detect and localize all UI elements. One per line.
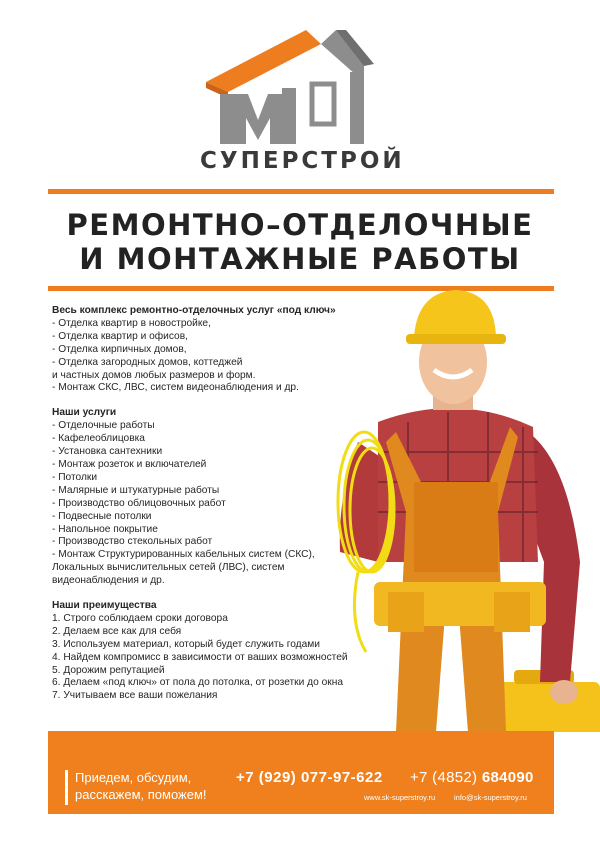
top-divider bbox=[48, 189, 554, 194]
service-item: - Кафелеоблицовка bbox=[52, 433, 145, 445]
services-title: Наши услуги bbox=[52, 407, 117, 419]
service-item: - Отделочные работы bbox=[52, 420, 155, 432]
service-item: - Производство облицовочных работ bbox=[52, 497, 226, 509]
service-item: Локальных вычислительных сетей (ЛВС), систем bbox=[52, 562, 285, 574]
email-link[interactable]: info@sk-superstroy.ru bbox=[454, 793, 527, 802]
service-item: - Установка сантехники bbox=[52, 446, 163, 458]
advantage-item: 3. Используем материал, который будет служить годами bbox=[52, 638, 320, 650]
slogan-accent-bar bbox=[65, 770, 68, 805]
intro-item: - Отделка кирпичных домов, bbox=[52, 343, 187, 355]
advantage-item: 6. Делаем «под ключ» от пола до потолка, от розетки до окна bbox=[52, 677, 344, 689]
slogan-line-2: расскажем, поможем! bbox=[75, 787, 207, 802]
advantages-title: Наши преимущества bbox=[52, 600, 157, 612]
website-link[interactable]: www.sk-superstroy.ru bbox=[364, 793, 436, 802]
phone-landline[interactable] bbox=[410, 769, 534, 786]
advantage-item: 5. Дорожим репутацией bbox=[52, 664, 165, 676]
service-item: - Монтаж Структурированных кабельных систем (СКС), bbox=[52, 549, 315, 561]
service-item: - Потолки bbox=[52, 471, 98, 483]
slogan bbox=[75, 769, 207, 803]
service-item: - Подвесные потолки bbox=[52, 510, 152, 522]
contact-footer bbox=[48, 731, 554, 814]
house-logo-icon bbox=[196, 22, 406, 152]
intro-title: Весь комплекс ремонтно-отделочных услуг «под ключ» bbox=[52, 305, 336, 316]
advantage-item: 7. Учитываем все ваши пожелания bbox=[52, 690, 218, 702]
slogan-line-1: Приедем, обсудим, bbox=[75, 770, 192, 785]
service-item: - Малярные и штукатурные работы bbox=[52, 484, 220, 496]
advantage-item: 4. Найдем компромисс в зависимости от ваших возможностей bbox=[52, 651, 348, 663]
intro-item: - Отделка квартир в новостройке, bbox=[52, 317, 211, 329]
service-item: - Напольное покрытие bbox=[52, 523, 158, 535]
intro-item: и частных домов любых размеров и форм. bbox=[52, 369, 256, 381]
headline-line-1: РЕМОНТНО–ОТДЕЛОЧНЫЕ bbox=[66, 208, 534, 242]
intro-item: - Отделка загородных домов, коттеджей bbox=[52, 356, 243, 368]
phone-mobile[interactable]: +7 (929) 077-97-622 bbox=[236, 769, 383, 786]
service-item: - Производство стекольных работ bbox=[52, 536, 213, 548]
intro-item: - Монтаж СКС, ЛВС, систем видеонаблюдения и др. bbox=[52, 382, 299, 394]
headline-line-2: И МОНТАЖНЫЕ РАБОТЫ bbox=[79, 242, 521, 276]
phone-landline-code: +7 (4852) bbox=[410, 769, 478, 786]
worker-illustration bbox=[318, 262, 600, 732]
service-item: - Монтаж розеток и включателей bbox=[52, 458, 207, 470]
phone-landline-number: 684090 bbox=[481, 769, 534, 786]
advantage-item: 2. Делаем все как для себя bbox=[52, 625, 182, 637]
advantage-item: 1. Строго соблюдаем сроки договора bbox=[52, 612, 228, 624]
brand-name: СУПЕРСТРОЙ bbox=[200, 148, 405, 174]
intro-item: - Отделка квартир и офисов, bbox=[52, 330, 188, 342]
service-item: видеонаблюдения и др. bbox=[52, 575, 165, 587]
